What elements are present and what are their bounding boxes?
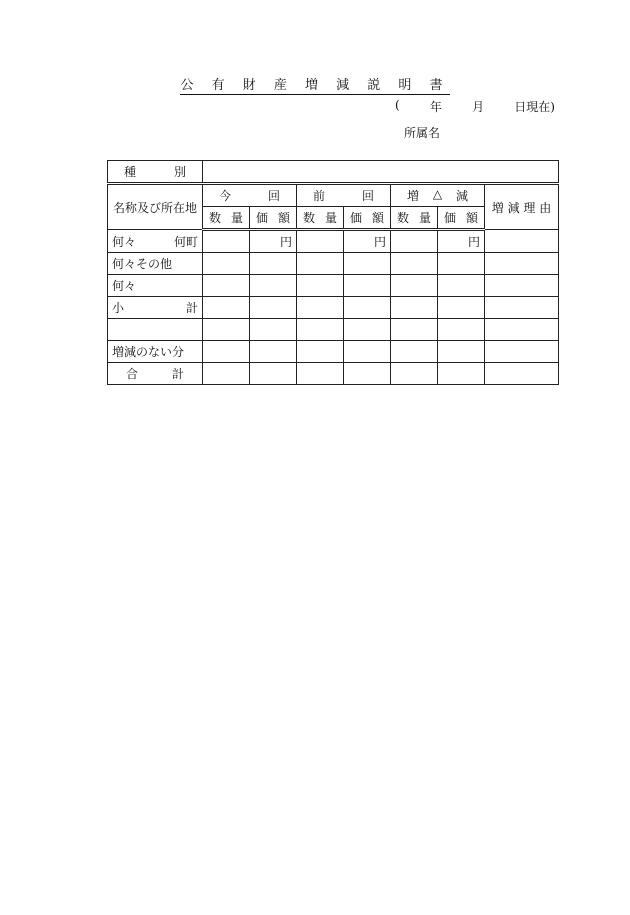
change-quantity-cell[interactable] <box>391 363 438 385</box>
current-period-header: 今 回 <box>203 184 297 207</box>
previous-quantity-cell[interactable] <box>297 319 344 341</box>
yen-unit: 円 <box>467 235 480 249</box>
previous-quantity-cell[interactable] <box>297 275 344 297</box>
change-amount-header: 価 額 <box>438 207 485 230</box>
row-name: 増減のない分 <box>108 341 203 363</box>
previous-amount-cell[interactable] <box>344 275 391 297</box>
previous-quantity-cell[interactable] <box>297 230 344 253</box>
row-name: 何々 <box>108 275 203 297</box>
change-amount-cell[interactable] <box>438 230 485 253</box>
current-amount-cell[interactable] <box>250 275 297 297</box>
previous-quantity-cell[interactable] <box>297 253 344 275</box>
change-quantity-cell[interactable] <box>391 297 438 319</box>
change-amount-cell[interactable] <box>438 341 485 363</box>
previous-quantity-header: 数 量 <box>297 207 344 230</box>
table-row <box>108 230 559 253</box>
previous-quantity-cell[interactable] <box>297 363 344 385</box>
row-name: 何々その他 <box>108 253 203 275</box>
reason-cell[interactable] <box>485 319 559 341</box>
table-row <box>108 253 559 275</box>
name-location-header: 名称及び所在地 <box>108 184 203 230</box>
current-amount-cell[interactable] <box>250 319 297 341</box>
reason-cell[interactable] <box>485 275 559 297</box>
table-row <box>108 341 559 363</box>
previous-amount-cell[interactable] <box>344 297 391 319</box>
change-header: 増 △ 減 <box>391 184 485 207</box>
affiliation-label: 所属名 <box>404 126 441 140</box>
property-change-table <box>107 160 559 385</box>
current-quantity-cell[interactable] <box>203 363 250 385</box>
change-quantity-header: 数 量 <box>391 207 438 230</box>
current-quantity-cell[interactable] <box>203 341 250 363</box>
kind-label: 種 別 <box>108 161 203 184</box>
document-title: 公 有 財 産 増 減 説 明 書 <box>180 78 450 93</box>
current-quantity-cell[interactable] <box>203 275 250 297</box>
change-amount-cell[interactable] <box>438 275 485 297</box>
previous-quantity-cell[interactable] <box>297 297 344 319</box>
current-amount-cell[interactable] <box>250 341 297 363</box>
row-name: 合 計 <box>108 363 203 385</box>
kind-value[interactable] <box>203 161 559 184</box>
reason-cell[interactable] <box>485 253 559 275</box>
current-quantity-header: 数 量 <box>203 207 250 230</box>
current-quantity-cell[interactable] <box>203 297 250 319</box>
current-quantity-cell[interactable] <box>203 319 250 341</box>
previous-amount-cell[interactable] <box>344 341 391 363</box>
change-quantity-cell[interactable] <box>391 275 438 297</box>
change-amount-cell[interactable] <box>438 363 485 385</box>
current-quantity-cell[interactable] <box>203 230 250 253</box>
change-amount-cell[interactable] <box>438 319 485 341</box>
yen-unit: 円 <box>373 235 386 249</box>
row-name: 小 計 <box>108 297 203 319</box>
header-row-groups <box>108 184 559 207</box>
change-amount-cell[interactable] <box>438 297 485 319</box>
yen-unit: 円 <box>279 235 292 249</box>
current-quantity-cell[interactable] <box>203 253 250 275</box>
change-amount-cell[interactable] <box>438 253 485 275</box>
change-quantity-cell[interactable] <box>391 319 438 341</box>
table-row <box>108 319 559 341</box>
reason-header: 増 減 理 由 <box>485 184 559 230</box>
reason-cell[interactable] <box>485 341 559 363</box>
table-row-subtotal <box>108 297 559 319</box>
reason-cell[interactable] <box>485 363 559 385</box>
change-quantity-cell[interactable] <box>391 341 438 363</box>
change-quantity-cell[interactable] <box>391 253 438 275</box>
kind-row <box>108 161 559 184</box>
reason-cell[interactable] <box>485 230 559 253</box>
table-row-total <box>108 363 559 385</box>
as-of-date-line: ( 年 月 日現在) <box>395 98 555 114</box>
previous-amount-cell[interactable] <box>344 363 391 385</box>
change-quantity-cell[interactable] <box>391 230 438 253</box>
previous-amount-cell[interactable] <box>344 319 391 341</box>
previous-quantity-cell[interactable] <box>297 341 344 363</box>
current-amount-cell[interactable] <box>250 230 297 253</box>
row-name <box>108 319 203 341</box>
current-amount-cell[interactable] <box>250 363 297 385</box>
current-amount-header: 価 額 <box>250 207 297 230</box>
table-row <box>108 275 559 297</box>
previous-amount-cell[interactable] <box>344 230 391 253</box>
reason-cell[interactable] <box>485 297 559 319</box>
previous-period-header: 前 回 <box>297 184 391 207</box>
current-amount-cell[interactable] <box>250 253 297 275</box>
row-name: 何々 何町 <box>108 230 203 253</box>
current-amount-cell[interactable] <box>250 297 297 319</box>
previous-amount-header: 価 額 <box>344 207 391 230</box>
previous-amount-cell[interactable] <box>344 253 391 275</box>
